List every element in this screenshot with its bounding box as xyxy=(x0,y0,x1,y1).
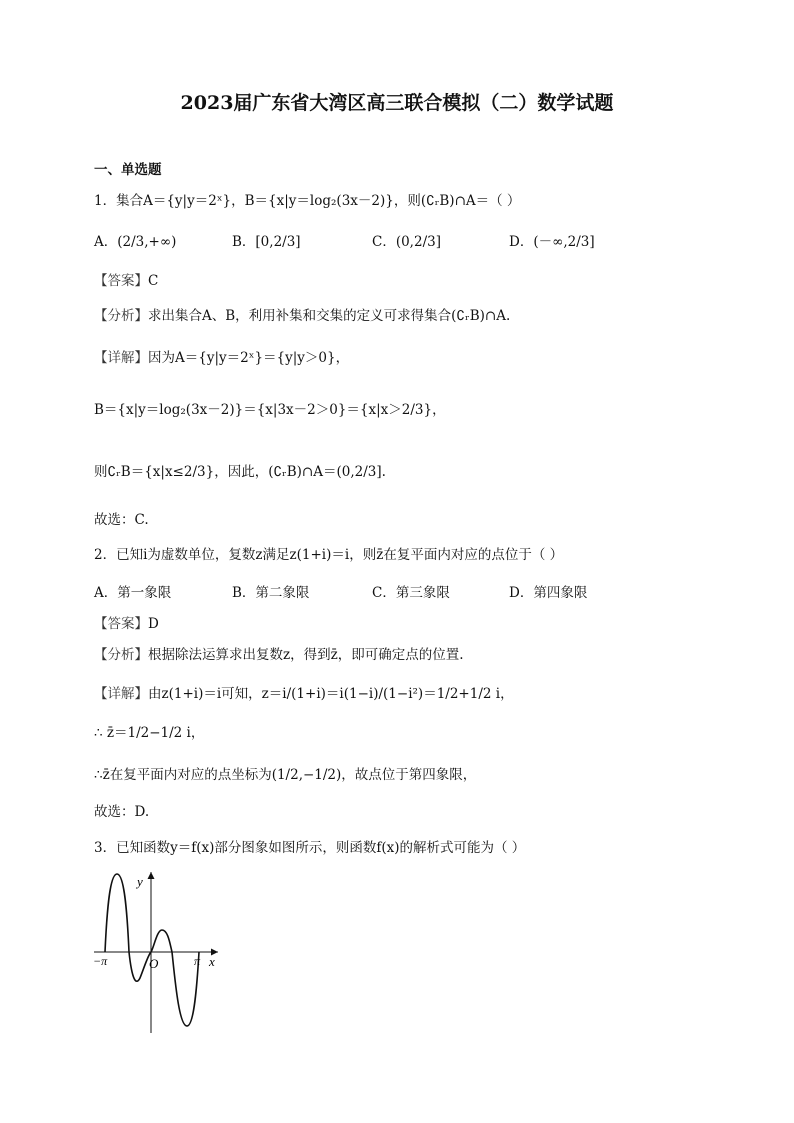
q2-analysis-row xyxy=(94,646,464,664)
q3-stem: 3．已知函数y＝f(x)部分图象如图所示，则函数f(x)的解析式可能为（ ） xyxy=(94,840,526,856)
q2-analysis: 根据除法运算求出复数z，得到z̄，即可确定点的位置. xyxy=(148,647,464,663)
q2-answer: D xyxy=(148,616,159,632)
section-heading: 一、单选题 xyxy=(94,162,162,178)
q2-answer-row xyxy=(94,615,159,633)
q2-detail-3: ∴z̄在复平面内对应的点坐标为(1/2,−1/2)，故点位于第四象限， xyxy=(94,767,477,783)
q2-option-b: B．第二象限 xyxy=(232,585,310,601)
q2-stem: 2．已知i为虚数单位，复数z满足z(1+i)＝i，则z̄在复平面内对应的点位于（ ） xyxy=(94,547,564,563)
q1-detail-3: 则∁ᵣB＝{x|x≤2/3}，因此，(∁ᵣB)∩A＝(0,2/3]. xyxy=(94,464,386,480)
q1-option-a: A．(2/3,+∞) xyxy=(94,234,177,250)
q1-option-c: C．(0,2/3] xyxy=(372,234,441,250)
q1-conclusion: 故选：C. xyxy=(94,512,149,528)
pos-pi-label: π xyxy=(194,954,201,968)
q1-detail-2: B＝{x|y＝log₂(3x－2)}＝{x|3x－2＞0}＝{x|x＞2/3}， xyxy=(94,402,446,418)
detail-label: 【详解】 xyxy=(94,350,148,366)
q1-answer: C xyxy=(148,273,159,289)
q2-option-c: C．第三象限 xyxy=(372,585,450,601)
q1-option-d: D．(－∞,2/3] xyxy=(509,234,595,250)
q2-detail-1: 由z(1+i)＝i可知，z＝i/(1+i)＝i(1−i)/(1−i²)＝1/2+1/2 i， xyxy=(148,686,514,702)
q1-detail-row xyxy=(94,349,349,367)
origin-label: O xyxy=(149,956,159,971)
page-title: 2023届广东省大湾区高三联合模拟（二）数学试题 xyxy=(180,92,614,114)
q2-detail-2: ∴ z̄＝1/2−1/2 i， xyxy=(94,725,205,741)
q3-function-graph xyxy=(90,868,230,1038)
q1-answer-row xyxy=(94,272,158,290)
function-curve xyxy=(105,874,199,1026)
q2-option-a: A．第一象限 xyxy=(94,585,172,601)
answer-label: 【答案】 xyxy=(94,616,148,632)
q1-analysis: 求出集合A、B，利用补集和交集的定义可求得集合(∁ᵣB)∩A. xyxy=(148,308,511,324)
q2-conclusion: 故选：D. xyxy=(94,804,150,820)
q2-detail-row xyxy=(94,685,514,703)
q1-analysis-row xyxy=(94,307,510,325)
analysis-label: 【分析】 xyxy=(94,308,148,324)
q2-option-d: D．第四象限 xyxy=(509,585,588,601)
detail-label: 【详解】 xyxy=(94,686,148,702)
q1-option-b: B．[0,2/3] xyxy=(232,234,301,250)
y-axis-arrow xyxy=(148,872,155,879)
y-axis-label: y xyxy=(137,874,143,889)
analysis-label: 【分析】 xyxy=(94,647,148,663)
q1-detail-1: 因为A＝{y|y＝2ˣ}＝{y|y＞0}， xyxy=(148,350,350,366)
neg-pi-label: −π xyxy=(93,954,108,968)
answer-label: 【答案】 xyxy=(94,273,148,289)
x-axis-label: x xyxy=(209,954,215,969)
q1-stem: 1．集合A＝{y|y＝2ˣ}，B＝{x|y＝log₂(3x－2)}，则(∁ᵣB)∩A＝（ ） xyxy=(94,193,521,209)
